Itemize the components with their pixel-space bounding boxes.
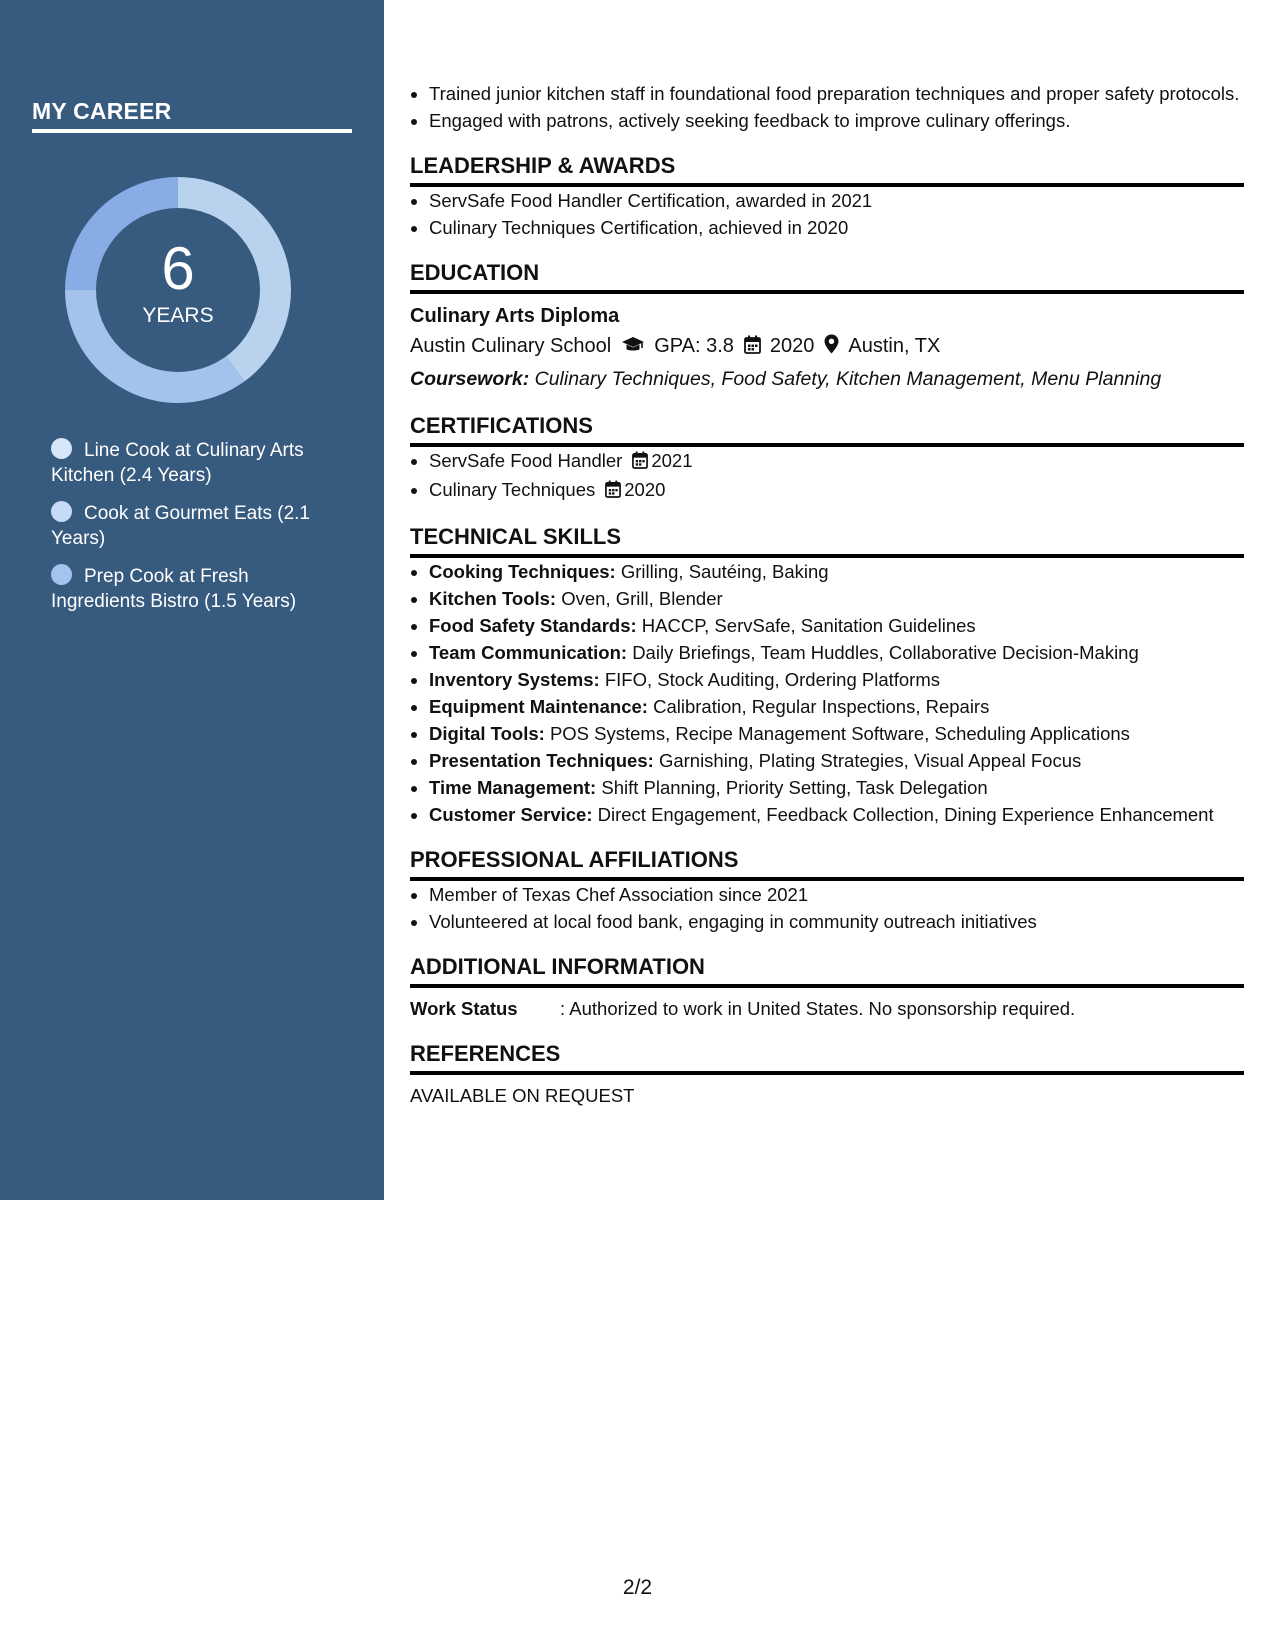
work-status (410, 995, 1244, 1022)
list-item: • Volunteered at local food bank, engaging in community outreach initiatives (429, 908, 1244, 935)
list-item: • Presentation Techniques: Garnishing, Plating Strategies, Visual Appeal Focus (429, 747, 1244, 774)
list-item: • ServSafe Food Handler Certification, awarded in 2021 (429, 187, 1244, 214)
degree-title: Culinary Arts Diploma (410, 305, 620, 327)
section-heading-leadership: LEADERSHIP & AWARDS (410, 152, 1244, 187)
list-item: • Equipment Maintenance: Calibration, Regular Inspections, Repairs (429, 693, 1244, 720)
school-name: Austin Culinary School (410, 335, 612, 357)
location-pin-icon (824, 333, 839, 364)
coursework-label: Coursework: (410, 368, 530, 390)
section-heading-skills: TECHNICAL SKILLS (410, 523, 1244, 558)
total-years-value: 6 (161, 235, 195, 302)
coursework-list: Culinary Techniques, Food Safety, Kitchen Management, Menu Planning (534, 368, 1162, 390)
list-item: • Member of Texas Chef Association since 2021 (429, 881, 1244, 908)
list-item: • Culinary Techniques 2020 (429, 476, 1244, 505)
education-details (410, 331, 1244, 364)
education-entry (410, 301, 1244, 394)
sidebar (0, 0, 384, 1200)
section-heading-education: EDUCATION (410, 259, 1244, 294)
list-item: • Food Safety Standards: HACCP, ServSafe, Sanitation Guidelines (429, 612, 1244, 639)
affiliations-list (410, 881, 1244, 935)
graduation-cap-icon (621, 333, 645, 364)
sidebar-title-underline (32, 129, 352, 133)
list-item: • Kitchen Tools: Oven, Grill, Blender (429, 585, 1244, 612)
list-item: • Customer Service: Direct Engagement, Feedback Collection, Dining Experience Enhancement (429, 801, 1244, 828)
calendar-icon (744, 333, 761, 364)
gpa: GPA: 3.8 (654, 335, 734, 357)
section-heading-additional: ADDITIONAL INFORMATION (410, 953, 1244, 988)
list-item: • Engaged with patrons, actively seeking feedback to improve culinary offerings. (429, 107, 1244, 134)
list-item: • Cooking Techniques: Grilling, Sautéing, Baking (429, 558, 1244, 585)
list-item: • Inventory Systems: FIFO, Stock Auditing, Ordering Platforms (429, 666, 1244, 693)
list-item: • Trained junior kitchen staff in foundational food preparation techniques and proper safety protocols. (429, 80, 1244, 107)
career-legend (51, 438, 331, 627)
career-donut-chart (58, 170, 298, 410)
list-item: • Digital Tools: POS Systems, Recipe Management Software, Scheduling Applications (429, 720, 1244, 747)
certifications-list (410, 447, 1244, 505)
legend-item: Prep Cook at Fresh Ingredients Bistro (1.5 Years) (51, 566, 297, 612)
coursework (410, 364, 1244, 394)
calendar-icon (632, 449, 648, 476)
list-item: • Culinary Techniques Certification, achieved in 2020 (429, 214, 1244, 241)
legend-item: Line Cook at Culinary Arts Kitchen (2.4 Years) (51, 440, 304, 486)
section-heading-certifications: CERTIFICATIONS (410, 412, 1244, 447)
legend-item: Cook at Gourmet Eats (2.1 Years) (51, 503, 310, 549)
leadership-list (410, 187, 1244, 241)
main-content (410, 80, 1244, 1109)
legend-dot-icon (51, 438, 72, 459)
section-heading-affiliations: PROFESSIONAL AFFILIATIONS (410, 846, 1244, 881)
list-item: • ServSafe Food Handler 2021 (429, 447, 1244, 476)
legend-dot-icon (51, 564, 72, 585)
work-status-value: : Authorized to work in United States. No sponsorship required. (560, 998, 1076, 1019)
list-item: • Time Management: Shift Planning, Priority Setting, Task Delegation (429, 774, 1244, 801)
references-text: AVAILABLE ON REQUEST (410, 1085, 635, 1106)
page-number: 2/2 (622, 1576, 653, 1599)
years-label: YEARS (142, 304, 214, 327)
legend-dot-icon (51, 501, 72, 522)
experience-bullets (410, 80, 1244, 134)
work-status-label: Work Status (410, 998, 518, 1019)
calendar-icon (605, 478, 621, 505)
section-heading-references: REFERENCES (410, 1040, 1244, 1075)
skills-list (410, 558, 1244, 828)
graduation-year: 2020 (769, 335, 815, 357)
list-item: • Team Communication: Daily Briefings, Team Huddles, Collaborative Decision-Making (429, 639, 1244, 666)
school-location: Austin, TX (848, 335, 941, 357)
sidebar-title: MY CAREER (32, 98, 172, 124)
